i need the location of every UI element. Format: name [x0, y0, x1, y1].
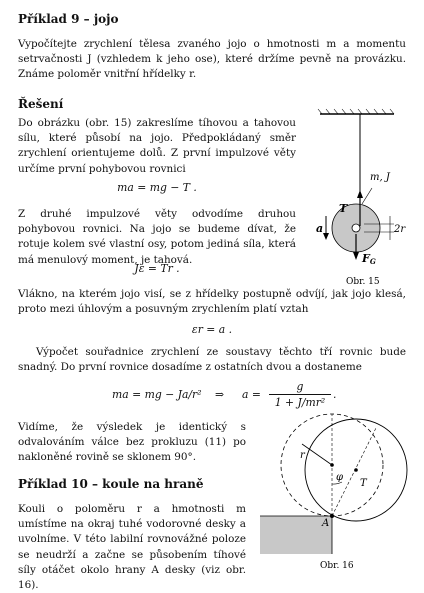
label-T: T	[360, 478, 367, 489]
radius-line	[302, 444, 332, 465]
equation-3: εr = a .	[191, 323, 233, 336]
mass-label-leader	[362, 188, 372, 204]
edge-point-A	[330, 514, 334, 518]
equation-2: Jε = Tr .	[134, 262, 180, 275]
figure-16	[250, 408, 418, 580]
figure-16-caption: Obr. 16	[320, 561, 354, 571]
solution-title: Řešení	[18, 97, 64, 111]
problem10-text: Kouli o poloměru r a hmotnosti m umístíme na okraj tuhé vodorovné desky a uvolníme. V této labilní rovnovážné poloze se neudrží a začne se působením tíhové síly otáčet okolo hrany A desky (viz obr. 16).	[18, 503, 246, 592]
label-FG: FG	[362, 252, 376, 266]
fraction-bar	[269, 394, 331, 395]
acceleration-arrowhead	[323, 233, 329, 240]
label-2r: 2r	[394, 224, 406, 235]
label-A: A	[322, 518, 330, 529]
equation-4-left: ma = mg − Ja/r²	[112, 388, 202, 401]
solution-paragraph-4: Výpočet souřadnice zrychlení ze soustavy těchto tří rovnic bude snadný. Do první rovnice dosadíme z ostatních dvou a dostaneme	[18, 346, 406, 374]
gravity-arrowhead	[353, 252, 359, 260]
fraction-denominator: 1 + J/mr²	[274, 396, 326, 409]
problem10-title: Příklad 10 – koule na hraně	[18, 477, 204, 491]
figure-15	[312, 108, 412, 288]
equation-4-a: a =	[242, 388, 261, 401]
tension-arrowhead	[357, 190, 363, 198]
label-T: T	[339, 202, 348, 215]
implies-symbol: ⇒	[215, 388, 225, 401]
fraction-numerator: g	[296, 380, 304, 393]
solution-paragraph-3: Vlákno, na kterém jojo visí, se z hřídelky postupně odvíjí, jak jojo klesá, proto mezi úhlovým a posuvným zrychlením platí vztah	[18, 288, 406, 316]
problem9-text: Vypočítejte zrychlení tělesa zvaného jojo o hmotnosti m a momentu setrvačnosti J (vzhledem k jeho ose), které držíme pevně na provázku. Známe poloměr vnitřní hřídelky r.	[18, 38, 406, 81]
yoyo-axle	[352, 224, 360, 232]
initial-center-point	[330, 463, 334, 467]
ball-center-point	[354, 468, 358, 472]
equation-4-period: .	[333, 388, 337, 401]
label-r: r	[300, 450, 305, 461]
figure-15-caption: Obr. 15	[346, 277, 380, 287]
label-a: a	[316, 222, 324, 235]
label-phi: φ	[336, 472, 344, 483]
solution-paragraph-5: Vidíme, že výsledek je identický s odvalováním válce bez prokluzu (11) po nakloněné rovině se sklonem 90°.	[18, 421, 246, 464]
equation-1: ma = mg − T .	[117, 181, 197, 194]
solution-paragraph-1: Do obrázku (obr. 15) zakreslíme tíhovou a tahovou sílu, které působí na jojo. Předpokládaný směr zrychlení orientujeme dolů. Z první impulzové věty určíme první pohybovou rovnici	[18, 117, 296, 175]
label-m-J: m, J	[370, 172, 390, 183]
solution-paragraph-2: Z druhé impulzové věty odvodíme druhou pohybovou rovnici. Na jojo se budeme dívat, že rotuje kolem své vlastní osy, potom jediná síla, která má menulový moment, je tahová.	[18, 208, 296, 266]
problem9-title: Příklad 9 – jojo	[18, 12, 119, 26]
